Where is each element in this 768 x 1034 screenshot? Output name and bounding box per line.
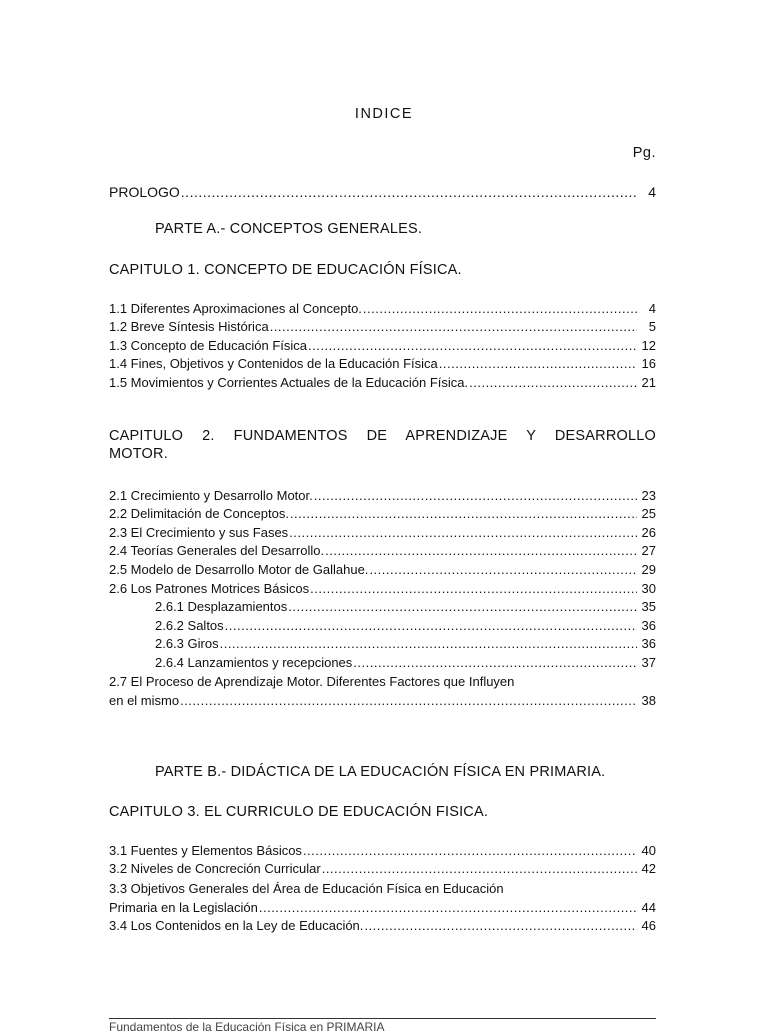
toc-entry-line1[interactable]: 3.3 Objetivos Generales del Área de Educación Física en Educación	[109, 881, 504, 896]
toc-entry[interactable]	[109, 337, 656, 354]
toc-entry-page: 25	[641, 506, 656, 521]
toc-entry[interactable]	[109, 899, 656, 916]
leader-dots	[322, 860, 637, 877]
leader-dots	[181, 184, 637, 201]
part-b-heading: PARTE B.- DIDÁCTICA DE LA EDUCACIÓN FÍSICA EN PRIMARIA.	[155, 764, 606, 780]
leader-dots	[469, 374, 637, 391]
index-title: INDICE	[354, 106, 414, 122]
toc-entry-label: en el mismo	[109, 693, 180, 708]
chapter-2-heading: CAPITULO 2. FUNDAMENTOS DE APRENDIZAJE Y DESARROLLO	[109, 428, 656, 444]
part-a-heading: PARTE A.- CONCEPTOS GENERALES.	[155, 221, 423, 237]
leader-dots	[270, 318, 637, 335]
toc-entry[interactable]	[109, 842, 656, 859]
toc-entry[interactable]	[109, 692, 656, 709]
toc-entry-page: 4	[648, 301, 656, 316]
toc-entry-page: 38	[641, 693, 656, 708]
toc-entry[interactable]	[109, 561, 656, 578]
leader-dots	[353, 654, 637, 671]
leader-dots	[220, 635, 637, 652]
toc-subentry[interactable]	[155, 635, 656, 652]
toc-entry-label: 1.1 Diferentes Aproximaciones al Concepto.	[109, 301, 362, 316]
footer-divider	[109, 1018, 656, 1019]
toc-entry-label: 2.6.2 Saltos	[155, 618, 224, 633]
leader-dots	[303, 842, 637, 859]
toc-entry-page: 16	[641, 356, 656, 371]
toc-entry-label: 1.2 Breve Síntesis Histórica	[109, 319, 269, 334]
leader-dots	[310, 580, 637, 597]
toc-entry-label: 1.5 Movimientos y Corrientes Actuales de la Educación Física.	[109, 375, 469, 390]
toc-entry-label: Primaria en la Legislación	[109, 900, 258, 915]
toc-entry-page: 5	[648, 319, 656, 334]
toc-entry-page: 42	[641, 861, 656, 876]
toc-entry-label: 1.4 Fines, Objetivos y Contenidos de la Educación Física	[109, 356, 438, 371]
toc-entry-page: 40	[641, 843, 656, 858]
leader-dots	[289, 524, 637, 541]
toc-entry-page: 12	[641, 338, 656, 353]
toc-entry-page: 44	[641, 900, 656, 915]
toc-entry-label: 3.1 Fuentes y Elementos Básicos	[109, 843, 302, 858]
toc-entry-label: 2.4 Teorías Generales del Desarrollo.	[109, 543, 325, 558]
toc-entry[interactable]	[109, 860, 656, 877]
toc-entry-label: 2.3 El Crecimiento y sus Fases	[109, 525, 289, 540]
toc-entry[interactable]	[109, 487, 656, 504]
chapter-2-heading-cont: MOTOR.	[109, 446, 168, 462]
toc-entry-prologo[interactable]	[109, 184, 656, 201]
toc-entry[interactable]	[109, 374, 656, 391]
toc-entry[interactable]	[109, 524, 656, 541]
toc-subentry[interactable]	[155, 598, 656, 615]
toc-entry-page: 26	[641, 525, 656, 540]
leader-dots	[180, 692, 637, 709]
toc-entry-page: 23	[641, 488, 656, 503]
toc-entry-label: 2.2 Delimitación de Conceptos.	[109, 506, 289, 521]
leader-dots	[363, 300, 637, 317]
toc-entry[interactable]	[109, 542, 656, 559]
toc-subentry[interactable]	[155, 654, 656, 671]
toc-entry[interactable]	[109, 505, 656, 522]
leader-dots	[225, 617, 637, 634]
toc-entry-label: 2.1 Crecimiento y Desarrollo Motor.	[109, 488, 313, 503]
toc-entry-page: 35	[641, 599, 656, 614]
toc-entry-label: 2.6.1 Desplazamientos	[155, 599, 288, 614]
leader-dots	[308, 337, 637, 354]
chapter-3-heading: CAPITULO 3. EL CURRICULO DE EDUCACIÓN FISICA.	[109, 804, 489, 820]
toc-entry-page: 29	[641, 562, 656, 577]
toc-entry-line1[interactable]: 2.7 El Proceso de Aprendizaje Motor. Diferentes Factores que Influyen	[109, 674, 515, 689]
toc-entry-label: 2.6.4 Lanzamientos y recepciones	[155, 655, 353, 670]
toc-entry-label: 1.3 Concepto de Educación Física	[109, 338, 308, 353]
page-footer: Fundamentos de la Educación Física en PRIMARIA	[109, 1020, 385, 1034]
toc-entry-label: 3.4 Los Contenidos en la Ley de Educación.	[109, 918, 364, 933]
leader-dots	[314, 487, 637, 504]
leader-dots	[259, 899, 637, 916]
toc-entry[interactable]	[109, 318, 656, 335]
toc-entry-label: 3.2 Niveles de Concreción Curricular	[109, 861, 321, 876]
toc-entry[interactable]	[109, 355, 656, 372]
leader-dots	[369, 561, 637, 578]
toc-entry-page: 36	[641, 618, 656, 633]
toc-subentry[interactable]	[155, 617, 656, 634]
toc-entry-page: 21	[641, 375, 656, 390]
toc-entry-page: 36	[641, 636, 656, 651]
toc-entry-page: 30	[641, 581, 656, 596]
page-column-label: Pg.	[632, 145, 656, 161]
toc-entry[interactable]	[109, 580, 656, 597]
toc-entry-page: 46	[641, 918, 656, 933]
toc-entry-label: PROLOGO	[109, 184, 180, 200]
toc-entry-page: 37	[641, 655, 656, 670]
leader-dots	[325, 542, 637, 559]
toc-entry-page: 4	[648, 184, 656, 200]
toc-entry-label: 2.6.3 Giros	[155, 636, 219, 651]
toc-entry-label: 2.5 Modelo de Desarrollo Motor de Gallahue.	[109, 562, 369, 577]
leader-dots	[364, 917, 637, 934]
toc-entry-label: 2.6 Los Patrones Motrices Básicos	[109, 581, 310, 596]
leader-dots	[290, 505, 637, 522]
leader-dots	[288, 598, 637, 615]
chapter-1-heading: CAPITULO 1. CONCEPTO DE EDUCACIÓN FÍSICA.	[109, 262, 462, 278]
toc-entry-page: 27	[641, 543, 656, 558]
toc-entry[interactable]	[109, 300, 656, 317]
toc-entry[interactable]	[109, 917, 656, 934]
leader-dots	[439, 355, 637, 372]
